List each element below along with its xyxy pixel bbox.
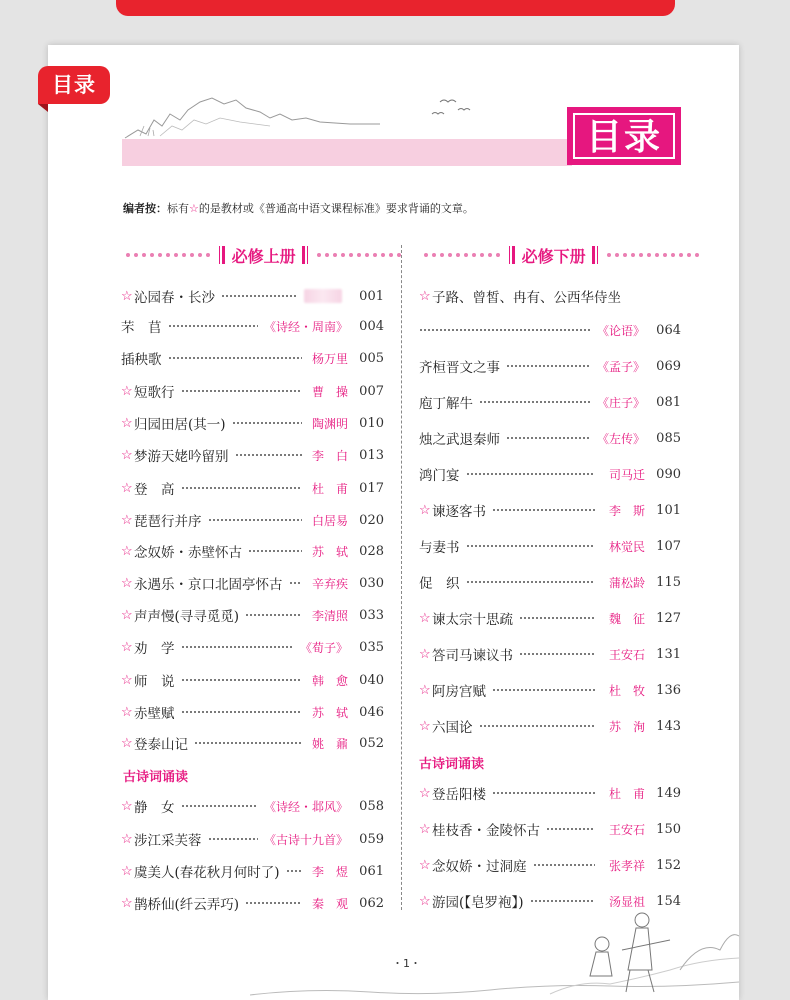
toc-entry[interactable] bbox=[121, 541, 384, 561]
dot-leader bbox=[221, 295, 298, 297]
entry-title: 琵琶行并序 bbox=[134, 514, 202, 530]
toc-entry[interactable] bbox=[121, 348, 384, 368]
star-icon: ☆ bbox=[121, 288, 133, 304]
entry-author: 杜 甫 bbox=[311, 481, 348, 496]
star-icon: ☆ bbox=[121, 512, 133, 528]
entry-page-number: 069 bbox=[656, 358, 681, 374]
entry-author: 辛弃疾 bbox=[311, 576, 348, 591]
star-icon: ☆ bbox=[121, 895, 133, 911]
left-section-title: 必修上册 bbox=[231, 246, 296, 266]
toc-entry[interactable] bbox=[419, 572, 681, 592]
entry-author: 苏 洵 bbox=[608, 719, 645, 734]
entry-page-number: 101 bbox=[656, 502, 681, 518]
entry-page-number: 001 bbox=[359, 288, 384, 304]
dots-decoration bbox=[126, 253, 210, 257]
dot-leader bbox=[248, 550, 302, 552]
toc-entry[interactable] bbox=[419, 464, 681, 484]
entry-page-number: 028 bbox=[359, 543, 384, 559]
star-icon: ☆ bbox=[121, 735, 133, 751]
left-section-header bbox=[126, 243, 401, 267]
entry-page-number: 081 bbox=[656, 394, 681, 410]
corner-tag: 目录 bbox=[38, 66, 110, 104]
toc-entry[interactable] bbox=[419, 536, 681, 556]
page-title: 目录 bbox=[573, 113, 675, 159]
dot-leader bbox=[466, 473, 596, 475]
star-icon: ☆ bbox=[121, 798, 133, 814]
entry-title: 插秧歌 bbox=[121, 352, 162, 368]
entry-page-number: 127 bbox=[656, 610, 681, 626]
entry-title: 登泰山记 bbox=[134, 737, 188, 753]
entry-title: 登岳阳楼 bbox=[432, 787, 486, 803]
entry-author: 韩 愈 bbox=[311, 673, 348, 688]
entry-title: 劝 学 bbox=[134, 641, 175, 657]
entry-title: 芣 苢 bbox=[121, 320, 162, 336]
right-subsection-title: 古诗词诵读 bbox=[419, 757, 485, 772]
header-pink-band bbox=[122, 139, 572, 166]
toc-entry[interactable] bbox=[419, 783, 681, 803]
entry-page-number: 061 bbox=[359, 863, 384, 879]
entry-title: 登 高 bbox=[134, 482, 175, 498]
star-icon: ☆ bbox=[121, 415, 133, 431]
entry-page-number: 017 bbox=[359, 480, 384, 496]
dot-leader bbox=[181, 487, 303, 489]
entry-title: 游园(【皂罗袍】) bbox=[432, 895, 524, 911]
entry-page-number: 143 bbox=[656, 718, 681, 734]
editor-note-label: 编者按： bbox=[123, 202, 167, 215]
entry-author: 李 斯 bbox=[608, 503, 645, 518]
entry-title: 念奴娇・过洞庭 bbox=[432, 859, 527, 875]
toc-entry[interactable] bbox=[121, 510, 384, 530]
entry-author: 魏 征 bbox=[608, 611, 645, 626]
entry-title: 师 说 bbox=[134, 674, 175, 690]
toc-entry[interactable] bbox=[121, 861, 384, 881]
entry-title: 谏太宗十思疏 bbox=[432, 612, 513, 628]
entry-title: 鸿门宴 bbox=[419, 468, 460, 484]
dot-leader bbox=[546, 828, 595, 830]
dot-leader bbox=[466, 545, 596, 547]
entry-author: 李 白 bbox=[311, 448, 348, 463]
star-icon: ☆ bbox=[419, 502, 431, 518]
editor-note-suffix: 的是教材或《普通高中语文课程标准》要求背诵的文章。 bbox=[198, 202, 474, 215]
entry-page-number: 090 bbox=[656, 466, 681, 482]
entry-title: 桂枝香・金陵怀古 bbox=[432, 823, 540, 839]
entry-page-number: 004 bbox=[359, 318, 384, 334]
entry-author: 王安石 bbox=[608, 647, 645, 662]
dot-leader bbox=[506, 437, 591, 439]
dot-leader bbox=[492, 689, 595, 691]
toc-entry[interactable] bbox=[419, 716, 681, 736]
entry-author: 张孝祥 bbox=[608, 858, 645, 873]
column-divider bbox=[401, 245, 402, 910]
toc-entry[interactable] bbox=[121, 637, 384, 657]
star-icon: ☆ bbox=[121, 607, 133, 623]
entry-author: 汤显祖 bbox=[608, 894, 645, 909]
star-icon: ☆ bbox=[419, 857, 431, 873]
corner-tag-fold bbox=[38, 104, 48, 112]
dot-leader bbox=[168, 325, 258, 327]
star-icon: ☆ bbox=[189, 202, 199, 215]
toc-entry[interactable] bbox=[121, 445, 384, 465]
toc-entry[interactable] bbox=[419, 855, 681, 875]
entry-page-number: 007 bbox=[359, 383, 384, 399]
entry-title: 涉江采芙蓉 bbox=[134, 833, 202, 849]
entry-author: 陶渊明 bbox=[311, 416, 348, 431]
toc-entry[interactable] bbox=[121, 286, 384, 306]
dots-decoration bbox=[317, 253, 401, 257]
dot-leader bbox=[506, 365, 591, 367]
entry-title: 答司马谏议书 bbox=[432, 648, 513, 664]
entry-author: 《论语》 bbox=[596, 323, 645, 338]
dot-leader bbox=[466, 581, 596, 583]
entry-page-number: 149 bbox=[656, 785, 681, 801]
toc-entry-continuation[interactable] bbox=[419, 320, 681, 340]
dot-leader bbox=[479, 401, 591, 403]
dot-leader bbox=[194, 742, 302, 744]
entry-author: 苏 轼 bbox=[311, 705, 348, 720]
star-icon: ☆ bbox=[121, 672, 133, 688]
star-icon: ☆ bbox=[419, 893, 431, 909]
dot-leader bbox=[181, 711, 303, 713]
star-icon: ☆ bbox=[121, 831, 133, 847]
entry-title: 虞美人(春花秋月何时了) bbox=[134, 865, 280, 881]
star-icon: ☆ bbox=[121, 447, 133, 463]
entry-page-number: 136 bbox=[656, 682, 681, 698]
dot-leader bbox=[235, 454, 303, 456]
toc-entry[interactable] bbox=[419, 680, 681, 700]
star-icon: ☆ bbox=[121, 480, 133, 496]
toc-entry[interactable] bbox=[419, 428, 681, 448]
star-icon: ☆ bbox=[419, 646, 431, 662]
dots-decoration bbox=[424, 253, 500, 257]
toc-entry[interactable] bbox=[121, 413, 384, 433]
entry-author: 《左传》 bbox=[596, 431, 645, 446]
entry-page-number: 030 bbox=[359, 575, 384, 591]
toc-entry[interactable] bbox=[121, 702, 384, 722]
entry-title: 归园田居(其一) bbox=[134, 417, 226, 433]
dot-leader bbox=[492, 792, 595, 794]
star-icon: ☆ bbox=[121, 383, 133, 399]
star-icon: ☆ bbox=[419, 682, 431, 698]
entry-title: 与妻书 bbox=[419, 540, 460, 556]
dot-leader bbox=[492, 509, 595, 511]
toc-entry[interactable] bbox=[419, 644, 681, 664]
entry-page-number: 085 bbox=[656, 430, 681, 446]
toc-entry[interactable] bbox=[121, 381, 384, 401]
dot-leader bbox=[181, 390, 303, 392]
star-icon: ☆ bbox=[121, 863, 133, 879]
dot-leader bbox=[286, 870, 302, 872]
toc-entry[interactable] bbox=[121, 733, 384, 753]
dot-leader bbox=[533, 864, 596, 866]
entry-title: 静 女 bbox=[134, 800, 175, 816]
entry-page-number: 005 bbox=[359, 350, 384, 366]
entry-author: 白居易 bbox=[311, 513, 348, 528]
dot-leader bbox=[479, 725, 596, 727]
toc-entry-title-line[interactable] bbox=[419, 286, 681, 306]
entry-author: 《荀子》 bbox=[299, 640, 348, 655]
entry-author: 《孟子》 bbox=[596, 359, 645, 374]
entry-author: 《诗经・邶风》 bbox=[263, 799, 348, 814]
star-icon: ☆ bbox=[121, 639, 133, 655]
entry-title: 声声慢(寻寻觅觅) bbox=[134, 609, 240, 625]
dot-leader bbox=[519, 617, 595, 619]
toc-entry[interactable] bbox=[121, 478, 384, 498]
entry-title: 谏逐客书 bbox=[432, 504, 486, 520]
dot-leader bbox=[181, 805, 258, 807]
entry-author: 曹 操 bbox=[311, 384, 348, 399]
toc-entry[interactable] bbox=[419, 356, 681, 376]
entry-title: 沁园春・长沙 bbox=[134, 290, 215, 306]
entry-page-number: 062 bbox=[359, 895, 384, 911]
entry-author: 秦 观 bbox=[311, 896, 348, 911]
dot-leader bbox=[208, 519, 303, 521]
toc-entry[interactable] bbox=[121, 670, 384, 690]
entry-page-number: 152 bbox=[656, 857, 681, 873]
toc-entry[interactable] bbox=[419, 392, 681, 412]
entry-page-number: 059 bbox=[359, 831, 384, 847]
dot-leader bbox=[208, 838, 258, 840]
star-icon: ☆ bbox=[419, 821, 431, 837]
entry-page-number: 150 bbox=[656, 821, 681, 837]
entry-title: 梦游天姥吟留别 bbox=[134, 449, 229, 465]
dot-leader bbox=[232, 422, 302, 424]
page-number: ・1・ bbox=[392, 957, 421, 970]
entry-author: 李 煜 bbox=[311, 864, 348, 879]
entry-author: 蒲松龄 bbox=[608, 575, 645, 590]
entry-title: 鹊桥仙(纤云弄巧) bbox=[134, 897, 240, 913]
entry-page-number: 013 bbox=[359, 447, 384, 463]
toc-entry[interactable] bbox=[121, 316, 384, 336]
entry-title: 阿房宫赋 bbox=[432, 684, 486, 700]
dot-leader bbox=[419, 329, 591, 331]
entry-page-number: 046 bbox=[359, 704, 384, 720]
star-icon: ☆ bbox=[419, 785, 431, 801]
dots-decoration bbox=[607, 253, 699, 257]
dot-leader bbox=[181, 679, 303, 681]
entry-author: 苏 轼 bbox=[311, 544, 348, 559]
entry-page-number: 064 bbox=[656, 322, 681, 338]
page-title-box bbox=[567, 107, 681, 165]
entry-title: 烛之武退秦师 bbox=[419, 432, 500, 448]
dot-leader bbox=[181, 646, 294, 648]
right-section-header bbox=[424, 243, 699, 267]
toc-entry[interactable] bbox=[121, 829, 384, 849]
entry-author: 杜 牧 bbox=[608, 683, 645, 698]
entry-title: 短歌行 bbox=[134, 385, 175, 401]
toc-entry[interactable] bbox=[419, 819, 681, 839]
toc-entry[interactable] bbox=[121, 573, 384, 593]
entry-author: 《庄子》 bbox=[596, 395, 645, 410]
entry-author: 李清照 bbox=[311, 608, 348, 623]
top-red-banner bbox=[116, 0, 675, 16]
entry-page-number: 035 bbox=[359, 639, 384, 655]
entry-page-number: 058 bbox=[359, 798, 384, 814]
entry-author: 姚 鼐 bbox=[311, 736, 348, 751]
entry-author: 林觉民 bbox=[608, 539, 645, 554]
dot-leader bbox=[168, 357, 303, 359]
editor-note-prefix: 标有 bbox=[167, 202, 189, 215]
entry-page-number: 115 bbox=[656, 574, 681, 590]
entry-title: 子路、曾皙、冉有、公西华侍坐 bbox=[432, 290, 621, 306]
entry-page-number: 010 bbox=[359, 415, 384, 431]
entry-title: 促 织 bbox=[419, 576, 460, 592]
right-section-title: 必修下册 bbox=[521, 246, 586, 266]
star-icon: ☆ bbox=[121, 543, 133, 559]
ink-landscape-illustration bbox=[250, 900, 739, 1000]
star-icon: ☆ bbox=[121, 575, 133, 591]
star-icon: ☆ bbox=[419, 610, 431, 626]
entry-page-number: 020 bbox=[359, 512, 384, 528]
entry-author: 王安石 bbox=[608, 822, 645, 837]
toc-entry[interactable] bbox=[419, 608, 681, 628]
entry-author: 杜 甫 bbox=[608, 786, 645, 801]
editor-note bbox=[123, 200, 474, 216]
entry-title: 永遇乐・京口北固亭怀古 bbox=[134, 577, 283, 593]
entry-title: 庖丁解牛 bbox=[419, 396, 473, 412]
entry-page-number: 107 bbox=[656, 538, 681, 554]
toc-entry[interactable] bbox=[121, 796, 384, 816]
dot-leader bbox=[519, 653, 595, 655]
left-subsection-title: 古诗词诵读 bbox=[123, 770, 189, 785]
star-icon: ☆ bbox=[121, 704, 133, 720]
blurred-author bbox=[304, 289, 342, 303]
entry-author: 《古诗十九首》 bbox=[263, 832, 348, 847]
toc-entry[interactable] bbox=[121, 605, 384, 625]
entry-title: 赤壁赋 bbox=[134, 706, 175, 722]
entry-page-number: 040 bbox=[359, 672, 384, 688]
entry-page-number: 052 bbox=[359, 735, 384, 751]
star-icon: ☆ bbox=[419, 718, 431, 734]
entry-author: 杨万里 bbox=[311, 351, 348, 366]
star-icon: ☆ bbox=[419, 288, 431, 304]
entry-author: 司马迁 bbox=[608, 467, 645, 482]
entry-author: 《诗经・周南》 bbox=[263, 319, 348, 334]
entry-title: 六国论 bbox=[432, 720, 473, 736]
entry-title: 齐桓晋文之事 bbox=[419, 360, 500, 376]
dot-leader bbox=[245, 614, 302, 616]
entry-page-number: 154 bbox=[656, 893, 681, 909]
toc-entry[interactable] bbox=[419, 500, 681, 520]
entry-page-number: 033 bbox=[359, 607, 384, 623]
entry-title: 念奴娇・赤壁怀古 bbox=[134, 545, 242, 561]
dot-leader bbox=[289, 582, 303, 584]
entry-page-number: 131 bbox=[656, 646, 681, 662]
